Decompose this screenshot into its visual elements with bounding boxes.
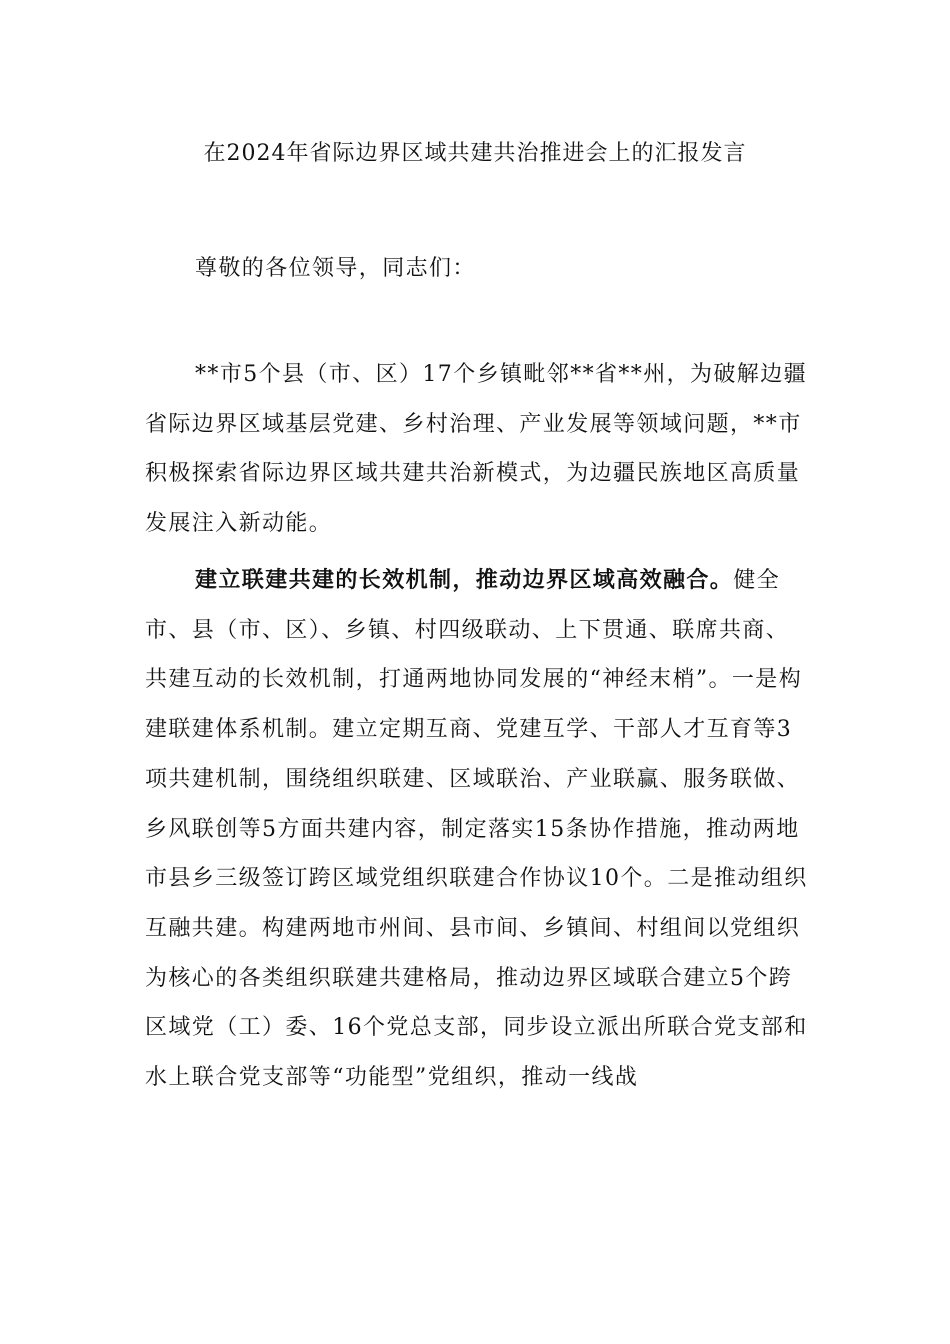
paragraph-mechanism (145, 556, 809, 1103)
paragraph-body: 健全市、县（市、区）、乡镇、村四级联动、上下贯通、联席共商、共建互动的长效机制，打通两地协同发展的“神经末梢”。一是构建联建体系机制。建立定期互商、党建互学、干部人才互育等3项共建机制，围绕组织联建、区域联治、产业联赢、服务联做、乡风联创等5方面共建内容，制定落实15条协作措施，推动两地市县乡三级签订跨区域党组织联建合作协议10个。二是推动组织互融共建。构建两地市州间、县市间、乡镇间、村组间以党组织为核心的各类组织联建共建格局，推动边界区域联合建立5个跨区域党（工）委、16个党总支部，同步设立派出所联合党支部和水上联合党支部等“功能型”党组织，推动一线战 (145, 568, 808, 1091)
salutation: 尊敬的各位领导，同志们： (195, 256, 476, 281)
paragraph-intro: **市5个县（市、区）17个乡镇毗邻**省**州，为破解边疆省际边界区域基层党建、乡村治理、产业发展等领域问题，**市积极探索省际边界区域共建共治新模式，为边疆民族地区高质量发展注入新动能。 (145, 362, 807, 537)
document-title: 在2024年省际边界区域共建共治推进会上的汇报发言 (203, 141, 747, 166)
paragraph-heading: 建立联建共建的长效机制，推动边界区域高效融合。 (195, 567, 734, 593)
